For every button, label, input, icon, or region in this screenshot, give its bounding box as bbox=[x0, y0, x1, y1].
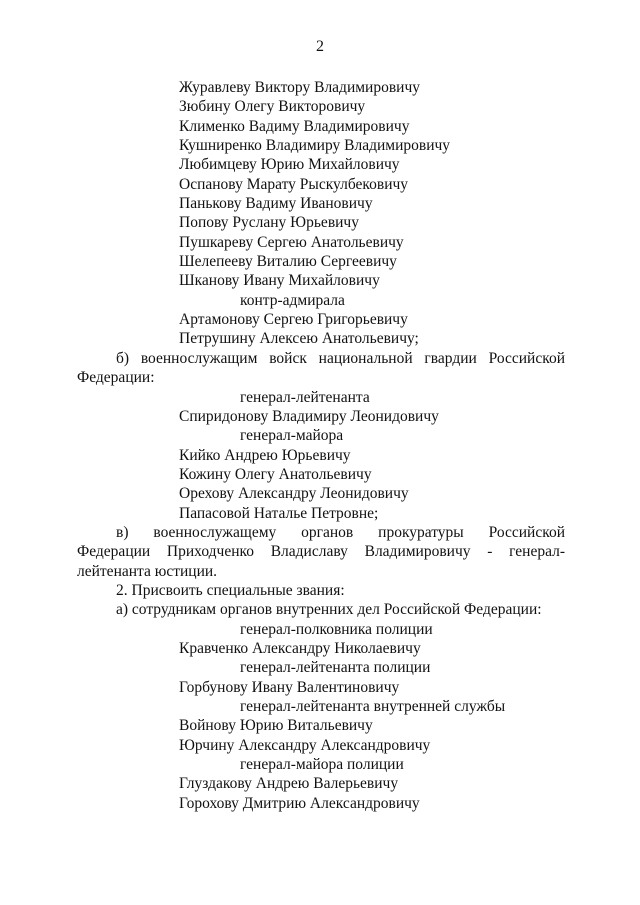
name-line: Зюбину Олегу Викторовичу bbox=[179, 98, 366, 115]
name-line: Попову Руслану Юрьевичу bbox=[179, 214, 359, 231]
name-line: Кожину Олегу Анатольевичу bbox=[179, 466, 372, 483]
name-line: Пушкареву Сергею Анатольевичу bbox=[179, 234, 404, 251]
name-line: Орехову Александру Леонидовичу bbox=[179, 485, 409, 502]
name-line: Горохову Дмитрию Александровичу bbox=[179, 795, 420, 812]
name-line: Шканову Ивану Михайловичу bbox=[179, 272, 380, 289]
paragraph-b-line: Федерации: bbox=[77, 369, 155, 386]
name-line: Петрушину Алексею Анатольевичу; bbox=[179, 330, 419, 347]
name-line: Оспанову Марату Рыскулбековичу bbox=[179, 176, 409, 193]
paragraph-v-line: Федерации Приходченко Владиславу Владимировичу - генерал- bbox=[77, 543, 565, 560]
paragraph-b-line: б) военнослужащим войск национальной гвардии Российской bbox=[116, 350, 565, 367]
rank-heading: генерал-лейтенанта bbox=[240, 389, 370, 406]
name-line: Кравченко Александру Николаевичу bbox=[179, 640, 421, 657]
name-line: Кийко Андрею Юрьевичу bbox=[179, 447, 351, 464]
page-number: 2 bbox=[316, 38, 324, 55]
paragraph-v-line: лейтенанта юстиции. bbox=[77, 563, 218, 580]
paragraph-v-line: в) военнослужащему органов прокуратуры Российской bbox=[116, 524, 565, 541]
name-line: Кушниренко Владимиру Владимировичу bbox=[179, 137, 451, 154]
name-line: Юрчину Александру Александровичу bbox=[179, 737, 431, 754]
name-line: Папасовой Наталье Петровне; bbox=[179, 505, 379, 522]
rank-heading: генерал-лейтенанта внутренней службы bbox=[240, 698, 506, 715]
name-line: Шелепееву Виталию Сергеевичу bbox=[179, 253, 397, 270]
name-line: Войнову Юрию Витальевичу bbox=[179, 717, 373, 734]
name-line: Панькову Вадиму Ивановичу bbox=[179, 195, 373, 212]
name-line: Глуздакову Андрею Валерьевичу bbox=[179, 775, 399, 792]
rank-heading: генерал-майора bbox=[240, 427, 344, 444]
rank-heading: генерал-майора полиции bbox=[240, 756, 404, 773]
name-line: Клименко Вадиму Владимировичу bbox=[179, 118, 410, 135]
rank-heading: контр-адмирала bbox=[240, 292, 345, 309]
item-2a-heading: а) сотрудникам органов внутренних дел Российской Федерации: bbox=[116, 601, 542, 618]
name-line: Горбунову Ивану Валентиновичу bbox=[179, 679, 400, 696]
rank-heading: генерал-полковника полиции bbox=[240, 621, 433, 638]
rank-heading: генерал-лейтенанта полиции bbox=[240, 659, 431, 676]
name-line: Журавлеву Виктору Владимировичу bbox=[179, 79, 420, 96]
item-2-heading: 2. Присвоить специальные звания: bbox=[116, 582, 345, 599]
name-line: Спиридонову Владимиру Леонидовичу bbox=[179, 408, 439, 425]
name-line: Артамонову Сергею Григорьевичу bbox=[179, 311, 408, 328]
name-line: Любимцеву Юрию Михайловичу bbox=[179, 156, 400, 173]
